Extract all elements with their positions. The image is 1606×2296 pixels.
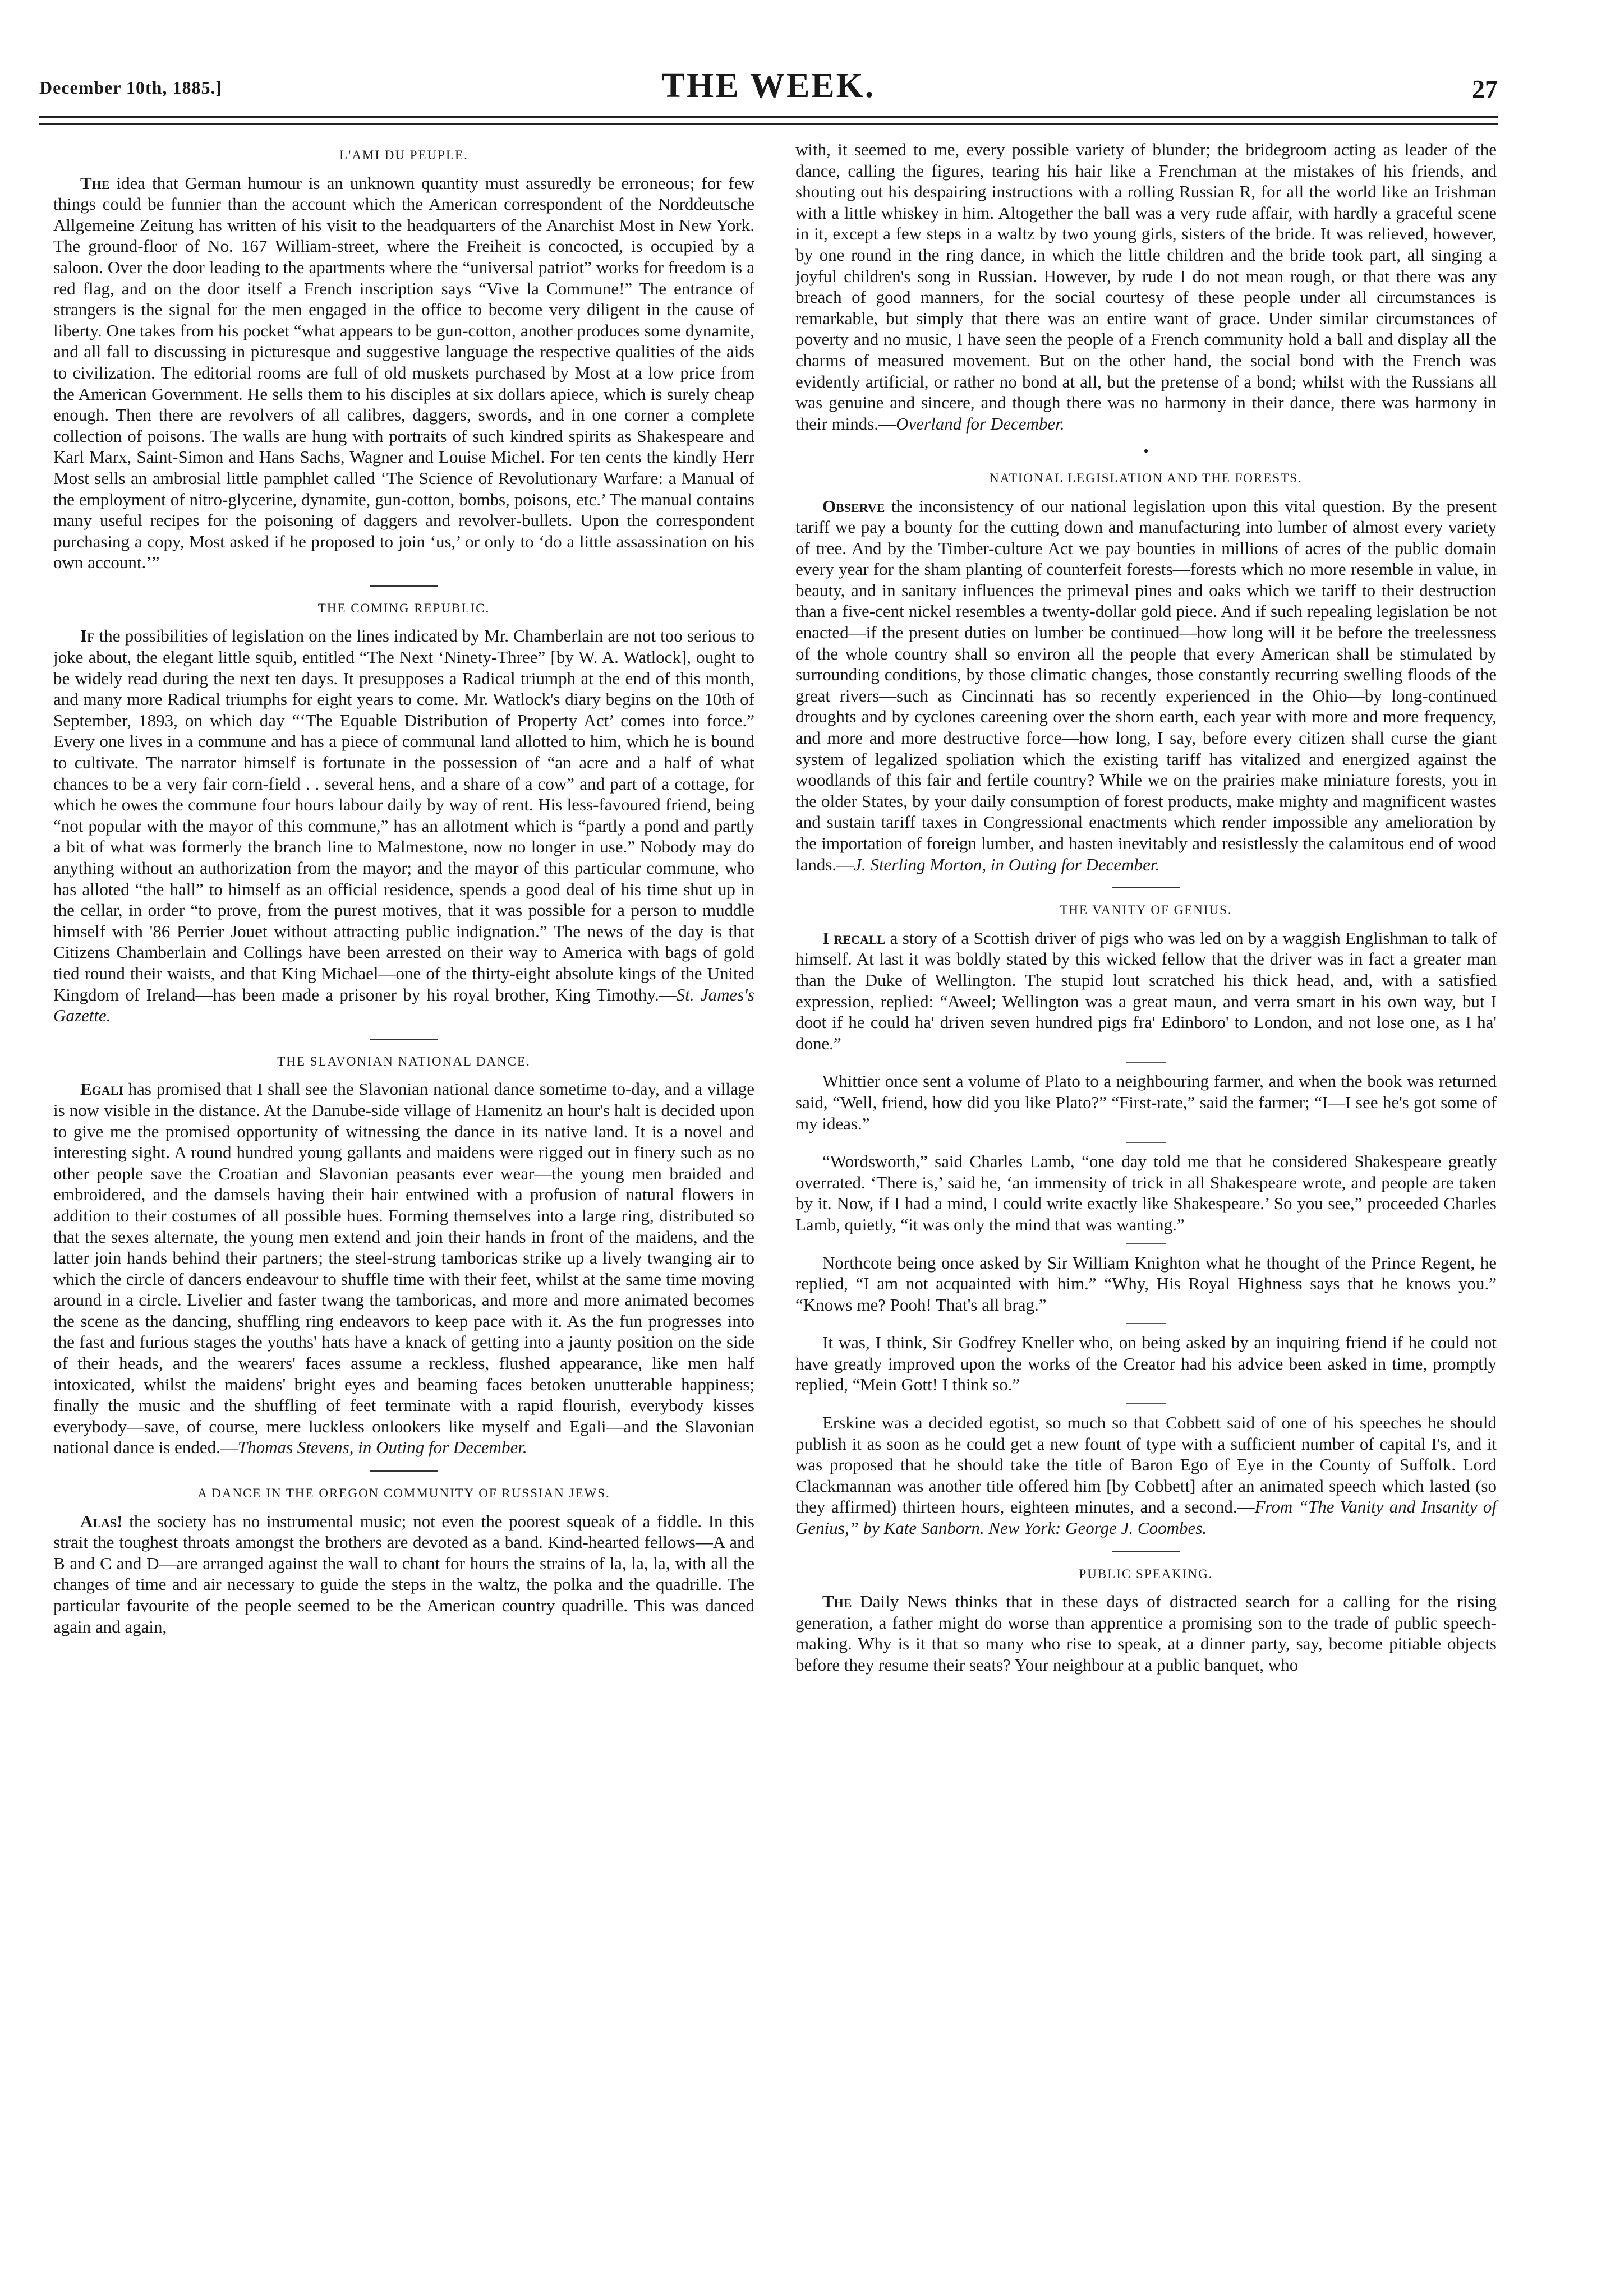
article-oregon-dance: [53, 1483, 754, 1637]
article-vanity-of-genius: [795, 900, 1497, 1538]
anecdote-divider: [1126, 1403, 1166, 1404]
article-paragraph: [53, 625, 754, 1026]
newspaper-title: THE WEEK.: [661, 67, 876, 105]
article-public-speaking: [795, 1564, 1497, 1676]
section-divider: [370, 1039, 438, 1040]
paragraph-lead: The: [80, 173, 110, 193]
paragraph-citation: From “The Vanity and Insanity of Genius,” by Kate Sanborn. New York: George J. Coombes.: [795, 1497, 1497, 1538]
article-paragraph: [53, 1078, 754, 1458]
paragraph-text: Whittier once sent a volume of Plato to a neighbouring farmer, and when the book was returned said, “Well, friend, how did you like Plato?” “First-rate,” said the farmer; “I—I see he's got some of my ideas.”: [795, 1071, 1497, 1133]
paragraph-lead: Egali: [80, 1079, 123, 1099]
paragraph-text: the possibilities of legislation on the lines indicated by Mr. Chamberlain are not too serious to joke about, the elegant little squib, entitled “The Next ‘Ninety-Three” [by W. A. Watlock], ought to be widely read during the next ten days. It presupposes a Radical triumph at the end of this month, and many more Radical triumphs for eight years to come. Mr. Watlock's diary begins on the 10th of September, 1893, on which day “‘The Equable Distribution of Property Act’ comes into force.” Every one lives in a commune and has a piece of communal land allotted to him, which he is bound to cultivate. The narrator himself is fortunate in the possession of “an acre and a half of what chances to be a very fair corn-field . . several hens, and a share of a cow” and part of a cottage, for which he owes the commune four hours labour daily by way of rent. His less-favoured friend, being “not popular with the mayor of this commune,” has an allotment which is “partly a pond and partly a bit of what was formerly the branch line to Malmestone, now no longer in use.” Nobody may do anything without an authorization from the mayor; and the mayor of this particular commune, who has alloted “the hall” to himself as an official residence, spends a good deal of his time shut up in the cellar, in order “to prove, from the purest motives, that it was possible for a person to muddle himself with '86 Perrier Jouet without attracting public indignation.” The news of the day is that Citizens Chamberlain and Collings have been arrested on their way to America with bags of gold tied round their waists, and that King Michael—one of the thirty-eight absolute kings of the United Kingdom of Ireland—has been made a prisoner by his royal brother, King Timothy.—: [53, 626, 754, 1004]
section-divider: [370, 585, 438, 587]
bullet-ornament: •: [1143, 443, 1149, 460]
paragraph-lead: Alas!: [80, 1511, 123, 1531]
paragraph-lead: I recall: [822, 928, 886, 948]
article-title: THE SLAVONIAN NATIONAL DANCE.: [277, 1054, 531, 1068]
article-slavonian-dance: [53, 1051, 754, 1458]
article-paragraph: [53, 1511, 754, 1638]
anecdote-divider: [1126, 1142, 1166, 1143]
left-column: [53, 139, 754, 1637]
paragraph-text: Daily News thinks that in these days of distracted search for a calling for the rising generation, a father might do worse than apprentice a promising son to the trade of public speech-making. Why is it that so many who rise to speak, at a dinner party, say, become pitiable objects before they resume their seats? Your neighbour at a public banquet, who: [795, 1592, 1497, 1675]
paragraph-citation: Overland for December.: [896, 413, 1065, 434]
masthead-rule-thin: [39, 123, 1498, 125]
page-number: 27: [1472, 75, 1498, 103]
article-paragraph: [53, 173, 754, 573]
paragraph-lead: If: [80, 626, 95, 646]
right-column: [795, 139, 1497, 1676]
section-divider: [370, 1470, 438, 1472]
paragraph-text: “Wordsworth,” said Charles Lamb, “one day told me that he considered Shakespeare greatly overrated. ‘There is,’ said he, ‘an immensity of trick in all Shakespeare wrote, and people are taken by it. Now, if I had a mind, I could write exactly like Shakespeare.’ So you see,” proceeded Charles Lamb, quietly, “it was only the mind that was wanting.”: [795, 1151, 1497, 1234]
paragraph-text: has promised that I shall see the Slavonian national dance sometime to-day, and a village is now visible in the distance. At the Danube-side village of Hamenitz an hour's halt is decided upon to give me the promised opportunity of witnessing the dance in its native land. It is a novel and interesting sight. A round hundred young gallants and maidens were rigged out in finery such as no other people save the Croatian and Slavonian peasants ever wear—the young men braided and embroidered, and the damsels having their hair entwined with a profusion of natural flowers in addition to their costumes of all possible hues. Forming themselves into a large ring, distributed so that the sexes alternate, the young men extend and join their hands in front of the maidens, and the latter join hands behind their partners; the steel-strung tamboricas strike up a lively twanging air to which the circle of dancers endeavour to shuffle time with their feet, whilst at the same time moving around in a circle. Livelier and faster twang the tamboricas, and more and more animated becomes the scene as the dancing, shuffling ring endeavors to keep pace with it. As the fun progresses into the fast and furious stages the youths' hats have a knack of getting into a jaunty position on the side of their heads, and the wearers' faces assume a reckless, flushed appearance, like men half intoxicated, whilst the maidens' bright eyes and beaming faces betoken unutterable happiness; finally the music and the shuffling of feet terminate with a rapid flourish, everybody kisses everybody—save, of course, mere luckless onlookers like myself and Egali—and the Slavonian national dance is ended.—: [53, 1079, 754, 1458]
article-paragraph: [795, 496, 1497, 875]
section-divider: [1112, 887, 1180, 888]
masthead: [39, 66, 1498, 139]
paragraph-text: the society has no instrumental music; not even the poorest squeak of a fiddle. In this strait the toughest throats amongst the brothers are devoted as a band. Kind-hearted fellows—A and B and C and D—are arranged against the wall to chant for hours the strains of la, la, la, with all the changes of time and air necessary to guide the steps in the waltz, the polka and the quadrille. The particular favourite of the people seemed to be the American country quadrille. This was danced again and again,: [53, 1511, 754, 1636]
paragraph-text: Erskine was a decided egotist, so much so that Cobbett said of one of his speeches he should publish it as soon as he could get a new fount of type with a sufficient number of capital I's, and it was proposed that he should take the title of Baron Ego of Eye in the County of Suffolk. Lord Clackmannan was another title offered him [by Cobbett] after an animated speech which lasted (so they affirmed) thirteen hours, eighteen minutes, and a second.—: [795, 1413, 1497, 1517]
article-title: L'AMI DU PEUPLE.: [339, 148, 468, 162]
article-paragraph: [795, 1151, 1497, 1235]
section-divider: [1112, 1551, 1180, 1552]
article-paragraph: [795, 1071, 1497, 1134]
article-legislation-forests: [795, 468, 1497, 875]
paragraph-text: idea that German humour is an unknown quantity must assuredly be erroneous; for few things could be funnier than the account which the American correspondent of the Norddeutsche Allgemeine Zeitung has written of his visit to the headquarters of the Anarchist Most in New York. The ground-floor of No. 167 William-street, where the Freiheit is concocted, is occupied by a saloon. Over the door leading to the apartments where the “universal patriot” works for freedom is a red flag, and on the door itself a French inscription says “Vive la Commune!” The entrance of strangers is the signal for the men engaged in the office to become very diligent in the cause of liberty. One takes from his pocket “what appears to be gun-cotton, another produces some dynamite, and all fall to discussing in picturesque and suggestive language the respective qualities of the aids to civilization. The editorial rooms are full of old muskets purchased by Most at a low price from the American Government. He sells them to his disciples at six dollars apiece, which is surely cheap enough. Then there are revolvers of all calibres, daggers, swords, and in one corner a complete collection of poisons. The walls are hung with portraits of such kindred spirits as Shakespeare and Karl Marx, Saint-Simon and Hans Sachs, Wagner and Louise Michel. For ten cents the kindly Herr Most sells an ambrosial little pamphlet called ‘The Science of Revolutionary Warfare: a Manual of the employment of nitro-glycerine, dynamite, gun-cotton, bombs, poisons, etc.’ The manual contains many useful recipes for the poisoning of daggers and revolver-bullets. Upon the correspondent purchasing a copy, Most asked if he proposed to join ‘us,’ or only to ‘do a little assassination on his own account.’”: [53, 173, 754, 573]
anecdote-divider: [1126, 1062, 1166, 1063]
article-paragraph: [795, 1591, 1497, 1675]
paragraph-text: the inconsistency of our national legislation upon this vital question. By the present tariff we pay a bounty for the cutting down and manufacturing into lumber of almost every variety of tree. And by the Timber-culture Act we pay bounties in millions of acres of the public domain every year for the sham planting of counterfeit forests—forests which no more resemble in value, in beauty, and in sanitary influences the primeval pines and oaks which we tariff to their destruction than a five-cent nickel resembles a twenty-dollar gold piece. And if such repealing legislation be not enacted—if the present duties on lumber be continued—how long will it be before the treelessness of the whole country shall so environ all the people that every American shall be stimulated by surrounding conditions, by those climatic changes, those constantly recurring swelling floods of the great rivers—such as Cincinnati has so recently experienced in the Ohio—by long-continued droughts and by cyclones careening over the shorn earth, each year with more and more frequency, and more and more destructive force—how long, I say, before every citizen shall curse the giant system of legalized spoliation which the existing tariff has vitalized and energized against the woodlands of this fair and fertile country? While we on the prairies make miniature forests, you in the older States, by your daily consumption of forest products, make mighty and magnificent wastes and sustain tariff taxes in Congressional enactments which render impossible any amelioration by the importation of foreign lumber, and hasten inevitably and resistlessly the calamitous end of wood lands.—: [795, 496, 1497, 874]
paragraph-lead: Observe: [822, 496, 885, 516]
article-paragraph: [795, 1332, 1497, 1395]
paragraph-lead: The: [822, 1592, 852, 1612]
paragraph-text: Northcote being once asked by Sir William Knighton what he thought of the Prince Regent, he replied, “I am not acquainted with him.” “Why, His Royal Highness says that he knows you.” “Knows me? Pooh! That's all brag.”: [795, 1252, 1497, 1315]
article-continuation: [795, 139, 1497, 434]
anecdote-divider: [1126, 1323, 1166, 1324]
paragraph-text: a story of a Scottish driver of pigs who was led on by a waggish Englishman to talk of himself. At last it was boldly stated by this wicked fellow that the driver was in fact a greater man than the Duke of Wellington. The stupid lout scratched his thick head, and, with a satisfied expression, replied: “Aweel; Wellington was a great maun, and verra smart in his own way, but I doot if he could ha' driven seven hundred pigs fra' Edinboro' to London, and not lose one, as I ha' done.”: [795, 928, 1497, 1053]
paragraph-citation: Thomas Stevens, in Outing for December.: [237, 1437, 527, 1458]
article-ami-du-peuple: [53, 145, 754, 573]
anecdote-divider: [1126, 1243, 1166, 1244]
article-paragraph: [795, 1252, 1497, 1316]
article-title: PUBLIC SPEAKING.: [1079, 1566, 1213, 1581]
article-title: THE VANITY OF GENIUS.: [1060, 903, 1232, 918]
issue-date: December 10th, 1885.]: [39, 77, 223, 98]
article-title: NATIONAL LEGISLATION AND THE FORESTS.: [990, 471, 1303, 485]
article-coming-republic: [53, 598, 754, 1026]
article-paragraph: [795, 1412, 1497, 1539]
paragraph-text: It was, I think, Sir Godfrey Kneller who, on being asked by an inquiring friend if he could not have greatly improved upon the works of the Creator had his advice been asked in time, promptly replied, “Mein Gott! I think so.”: [795, 1333, 1497, 1395]
paragraph-text: with, it seemed to me, every possible variety of blunder; the bridegroom acting as leader of the dance, calling the figures, tearing his hair like a Frenchman at the mistakes of his friends, and shouting out his despairing instructions with a rolling Russian R, for all the world like an Irishman with a little whiskey in him. Altogether the ball was a very rude affair, with hardly a graceful scene in it, except a few steps in a waltz by two young girls, sisters of the bride. It was relieved, however, by one round in the ring dance, in which the little children and the bride took part, all singing a joyful children's song in Russian. However, by rude I do not mean rough, or that there was any breach of good manners, for the social courtesy of these people under all circumstances is remarkable, but simply that there was an entire want of grace. Under similar circumstances of poverty and no music, I have seen the people of a French community hold a ball and display all the charms of measured movement. But on the other hand, the social bond with the French was evidently artificial, or rather no bond at all, but the pretense of a bond; whilst with the Russians all was genuine and sincere, and though there was no harmony in their dance, there was harmony in their minds.—: [795, 140, 1497, 434]
paragraph-citation: J. Sterling Morton, in Outing for December.: [854, 854, 1160, 874]
article-paragraph: [795, 928, 1497, 1054]
masthead-rule-thick: [39, 116, 1498, 118]
paragraph-citation: St. James's Gazette.: [53, 984, 754, 1026]
article-title: A DANCE IN THE OREGON COMMUNITY OF RUSSIAN JEWS.: [197, 1486, 610, 1501]
article-title: THE COMING REPUBLIC.: [317, 601, 490, 615]
